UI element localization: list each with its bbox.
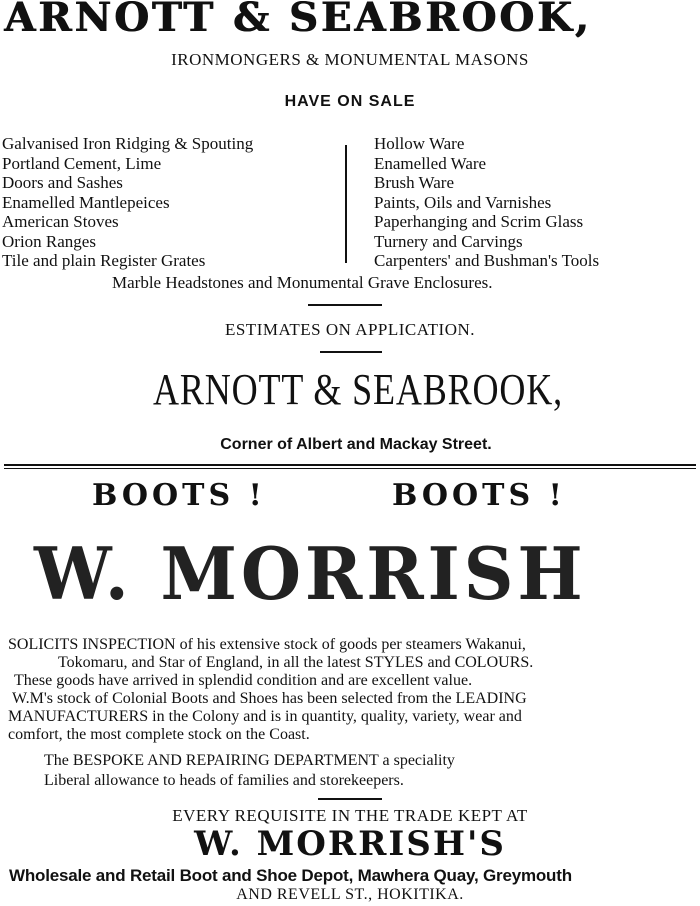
liberal-allowance-line: Liberal allowance to heads of families and storekeepers. (44, 772, 404, 789)
have-on-sale-heading: HAVE ON SALE (284, 93, 416, 110)
list-item: Enamelled Ware (374, 153, 487, 173)
list-item: Turnery and Carvings (374, 231, 523, 251)
list-item: Carpenters' and Bushman's Tools (374, 251, 600, 270)
divider (308, 304, 382, 306)
marble-headstones-line: Marble Headstones and Monumental Grave Enclosures. (112, 273, 493, 292)
divider (318, 798, 382, 800)
boots-heading-right: BOOTS ! (392, 478, 566, 513)
right-items-list (374, 134, 599, 271)
morrish-name-heading: W. MORRISH (34, 531, 587, 616)
paragraph-line: SOLICITS INSPECTION of his extensive stock of goods per steamers Wakanui, (8, 636, 526, 653)
list-item: American Stoves (2, 212, 119, 231)
ad-separator (4, 464, 696, 466)
list-item: Paperhanging and Scrim Glass (374, 212, 584, 231)
paragraph-line: These goods have arrived in splendid condition and are excellent value. (14, 672, 473, 689)
list-item: Galvanised Iron Ridging & Spouting (2, 134, 254, 153)
firm-name-heading: ARNOTT & SEABROOK, (4, 0, 592, 41)
paragraph-line: MANUFACTURERS in the Colony and is in quantity, quality, variety, wear and (8, 708, 522, 725)
paragraph-line: W.M's stock of Colonial Boots and Shoes has been selected from the LEADING (12, 690, 527, 707)
paragraph-line: comfort, the most complete stock on the Coast. (8, 726, 310, 743)
every-requisite-line: EVERY REQUISITE IN THE TRADE KEPT AT (172, 806, 528, 825)
revell-street-line: AND REVELL ST., HOKITIKA. (236, 886, 464, 903)
list-item: Hollow Ware (374, 134, 465, 153)
address-line: Corner of Albert and Mackay Street. (220, 436, 492, 453)
list-item: Enamelled Mantlepeices (2, 192, 170, 212)
firm-name-secondary: ARNOTT & SEABROOK, (152, 365, 563, 414)
list-item: Paints, Oils and Varnishes (374, 192, 552, 212)
ad-separator (4, 468, 696, 469)
column-divider (345, 145, 347, 263)
bespoke-line: The BESPOKE AND REPAIRING DEPARTMENT a speciality (44, 752, 455, 769)
trades-line: IRONMONGERS & MONUMENTAL MASONS (171, 50, 529, 69)
list-item: Brush Ware (374, 173, 454, 192)
list-item: Orion Ranges (2, 231, 96, 251)
divider (320, 351, 382, 353)
list-item: Portland Cement, Lime (2, 153, 162, 173)
paragraph-line: Tokomaru, and Star of England, in all the latest STYLES and COLOURS. (58, 654, 534, 671)
morrish-possessive-heading: W. MORRISH'S (194, 824, 506, 864)
solicits-paragraph (8, 636, 533, 744)
estimates-line: ESTIMATES ON APPLICATION. (224, 320, 476, 339)
left-items-list (2, 134, 253, 271)
boots-heading-left: BOOTS ! (92, 478, 266, 513)
list-item: Doors and Sashes (2, 173, 123, 192)
list-item: Tile and plain Register Grates (2, 251, 206, 270)
depot-line: Wholesale and Retail Boot and Shoe Depot, Mawhera Quay, Greymouth (9, 866, 572, 885)
